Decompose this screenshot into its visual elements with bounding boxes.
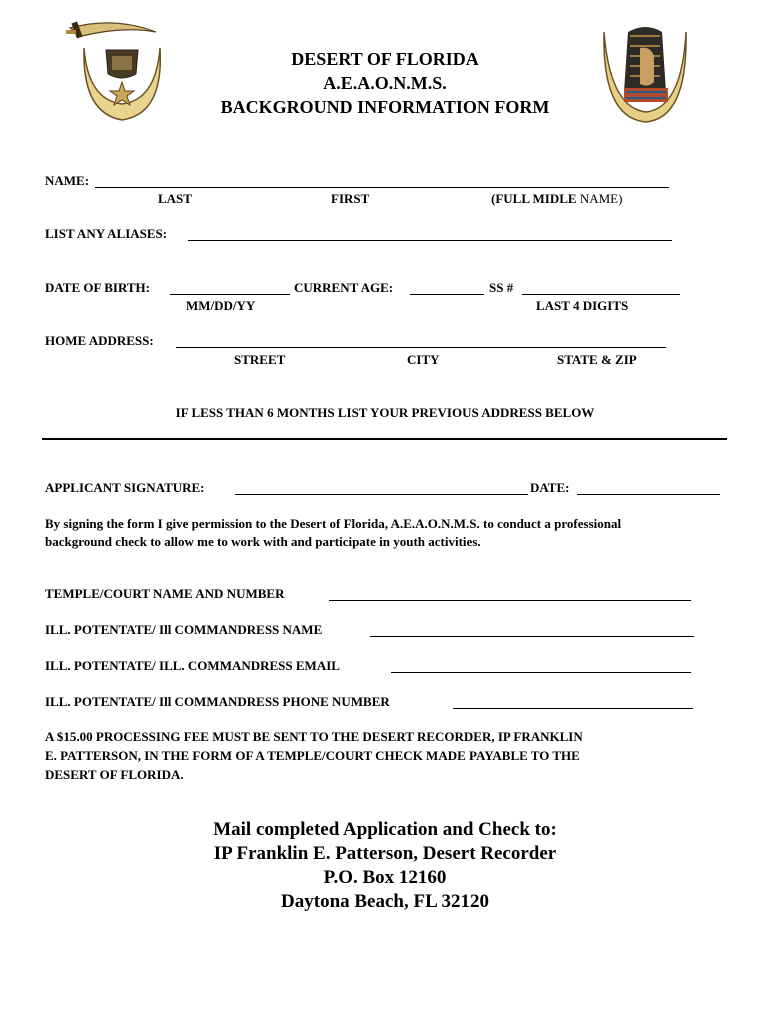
form-header-line2: A.E.A.O.N.M.S. — [323, 73, 447, 93]
prev-address-field[interactable] — [42, 438, 727, 440]
temple-label: TEMPLE/COURT NAME AND NUMBER — [45, 586, 285, 601]
fee-line3: DESERT OF FLORIDA. — [45, 767, 184, 782]
potentate-email-label: ILL. POTENTATE/ ILL. COMMANDRESS EMAIL — [45, 658, 340, 673]
name-sub-first: FIRST — [331, 191, 370, 206]
signature-label: APPLICANT SIGNATURE: — [45, 480, 205, 495]
address-sub-city: CITY — [407, 352, 440, 367]
address-label: HOME ADDRESS: — [45, 333, 154, 348]
address-sub-state: STATE & ZIP — [557, 352, 637, 367]
mail-line4: Daytona Beach, FL 32120 — [281, 891, 489, 912]
aliases-label: LIST ANY ALIASES: — [45, 226, 168, 241]
mail-line2: IP Franklin E. Patterson, Desert Recorder — [213, 843, 557, 864]
address-field[interactable] — [176, 347, 666, 348]
prev-address-note: IF LESS THAN 6 MONTHS LIST YOUR PREVIOUS ADDRESS BELOW — [175, 405, 595, 420]
potentate-name-field[interactable] — [370, 636, 694, 637]
ss-field[interactable] — [522, 294, 680, 295]
ss-label: SS # — [489, 280, 514, 295]
age-label: CURRENT AGE: — [294, 280, 394, 295]
name-field[interactable] — [95, 187, 669, 188]
ss-sub: LAST 4 DIGITS — [536, 298, 629, 313]
potentate-phone-field[interactable] — [453, 708, 693, 709]
name-sub-middle-plain: NAME) — [579, 191, 623, 206]
form-header-line1: DESERT OF FLORIDA — [291, 49, 479, 69]
aliases-field[interactable] — [188, 240, 672, 241]
dob-sub: MM/DD/YY — [186, 298, 256, 313]
dob-field[interactable] — [170, 294, 290, 295]
consent-line1: By signing the form I give permission to the Desert of Florida, A.E.A.O.N.M.S. to conduct a professional — [45, 516, 622, 531]
dob-label: DATE OF BIRTH: — [45, 280, 150, 295]
mail-line1: Mail completed Application and Check to: — [213, 819, 557, 840]
name-label: NAME: — [45, 173, 90, 188]
fee-line2: E. PATTERSON, IN THE FORM OF A TEMPLE/COURT CHECK MADE PAYABLE TO THE — [45, 748, 580, 763]
fee-line1: A $15.00 PROCESSING FEE MUST BE SENT TO THE DESERT RECORDER, IP FRANKLIN — [45, 729, 583, 744]
form-title: BACKGROUND INFORMATION FORM — [220, 97, 550, 117]
name-sub-last: LAST — [158, 191, 192, 206]
date-field[interactable] — [577, 494, 720, 495]
potentate-email-field[interactable] — [391, 672, 691, 673]
mail-line3: P.O. Box 12160 — [323, 867, 447, 888]
temple-field[interactable] — [329, 600, 691, 601]
age-field[interactable] — [410, 294, 484, 295]
signature-field[interactable] — [235, 494, 528, 495]
potentate-phone-label: ILL. POTENTATE/ Ill COMMANDRESS PHONE NUMBER — [45, 694, 390, 709]
name-sub-middle — [491, 191, 622, 207]
date-label: DATE: — [530, 480, 570, 495]
name-sub-middle-bold: (FULL MIDLE — [491, 191, 577, 206]
potentate-name-label: ILL. POTENTATE/ Ill COMMANDRESS NAME — [45, 622, 323, 637]
consent-line2: background check to allow me to work with and participate in youth activities. — [45, 534, 481, 549]
address-sub-street: STREET — [234, 352, 286, 367]
